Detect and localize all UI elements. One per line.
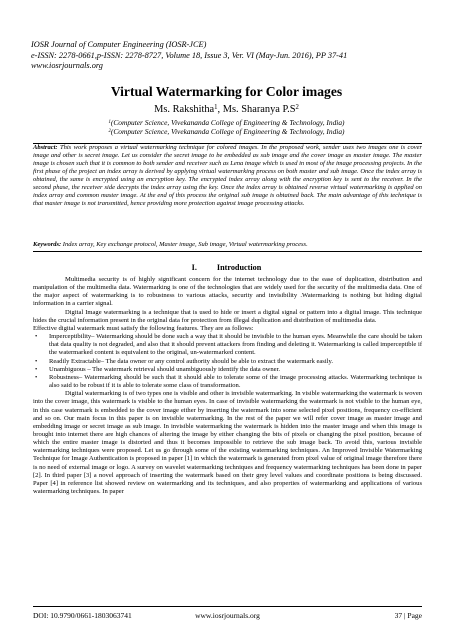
paragraph: Digital Image watermarking is a technique that is used to hide or insert a digital signal or pattern into a digital image. This technique hides the crucial information present in the original data for protection from illegal duplication and distribution of multimedia data. <box>33 308 422 324</box>
author-separator: , <box>217 104 223 115</box>
feature-list <box>33 333 422 390</box>
list-item <box>33 366 422 374</box>
abstract-label: Abstract: <box>33 144 58 151</box>
section-number: I. <box>191 263 197 272</box>
paragraph: Effective digital watermark must satisfy the following features. They are as follows: <box>33 324 254 332</box>
list-item-text: Robustness– Watermarking should be such that it should able to tolerate some of the image processing attacks. Watermarking technique is also said to be robust if it is able to tolerate some class of transformation. <box>49 373 422 390</box>
paragraph: Digital watermarking is of two types one is visible and other is invisible watermarking. In visible watermarking the watermark is woven into the cover image, this watermark is visible to the human eyes. In case of invisible watermarking the watermark is not visible to the human eye, in this case watermark is embedded to the cover image either by inserting the watermark into some selected pixel positions, frequency co-efficient and so on. Our main focus in this paper is on invisible watermarking. In the rest of the paper we will refer cover image as master image and embedding image or secret image as sub image. In invisible watermarking the watermark is hidden into the master image and when this image is brought into internet there are high chances of altering the image by either changing the bits of pixels or changing the pixel position, because of which the entire master image is distorted and thus it becomes impossible to retrieve the sub image back. To avoid this, various invisible watermarking techniques were proposed. Let us go through some of the existing watermarking techniques. An Improved Invisible Watermarking Technique for Image Authentication is proposed in paper [1] in which the watermark is generated from pixel value of original image therefore there is no need of external image or logo. A survey on wavelet watermarking techniques and frequency watermarking techniques has been done in paper [2]. In third paper [3] a novel approach of inserting the watermark based on their grey level values and coordinate positions is being discussed. Paper [4] in reference list showed review on watermarking and its techniques, and also properties of watermarking and applications of various watermarking techniques. In paper <box>33 390 422 496</box>
abstract-text: This work proposes a virtual watermarking technique for colored images. In the proposed work, sender uses two images one is cover image and other is secret image. Let us consider the secret image to be embedded as sub image and the cover image as master image. The master image is chosen such that it is common to both sender and receiver such as Lena image which is used in most of the image processing projects. In the first phase of the project an index array is derived by applying virtual watermarking process on both master and sub image. Once the index array is obtained, the same is encrypted using an encryption key. The encrypted index array along with the encryption key is sent to the receiver. In the second phase, the receiver side decrypts the index array using the key. Once the index array is obtained reverse virtual watermarking is applied on index array and common master image. At the end of this process the original sub image is obtained back. The main advantage of this technique is that master image is not transmitted, hence providing more protection against image processing attacks. <box>33 144 422 208</box>
affiliation <box>0 118 453 127</box>
bullet-icon: • <box>35 357 38 365</box>
bullet-icon: • <box>35 333 38 341</box>
page-number: 37 | Page <box>394 611 422 620</box>
list-item <box>33 333 422 357</box>
section-heading <box>0 263 453 273</box>
keywords-label: Keywords: <box>33 241 62 248</box>
list-item-text: Readily Extractable– The data owner or any control authority should be able to extract the watermark easily. <box>49 357 333 365</box>
footer-doi: DOI: 10.9790/0661-1803063741 <box>33 611 132 620</box>
paper-title: Virtual Watermarking for Color images <box>110 84 343 99</box>
body-text <box>33 276 422 496</box>
author-affil-mark: 2 <box>295 103 299 111</box>
affil-text: (Computer Science, Vivekananda College of Engineering & Technology, India) <box>110 127 345 137</box>
author-line <box>0 104 453 116</box>
footer-website: www.iosrjournals.org <box>195 611 260 620</box>
affiliation <box>0 127 453 136</box>
affil-text: (Computer Science, Vivekananda College of Engineering & Technology, India) <box>110 118 345 127</box>
list-item <box>33 374 422 390</box>
bullet-icon: • <box>35 373 38 381</box>
journal-issn: e-ISSN: 2278-0661,p-ISSN: 2278-8727, Volume 18, Issue 3, Ver. VI (May-Jun. 2016), PP 37-41 <box>31 50 348 60</box>
abstract <box>33 144 422 208</box>
footer-divider <box>33 606 422 607</box>
list-item <box>33 358 422 366</box>
author-name: Ms. Rakshitha <box>154 104 215 115</box>
affil-mark: 1 <box>108 119 111 125</box>
bullet-icon: • <box>35 365 38 373</box>
affil-mark: 2 <box>108 129 111 135</box>
paragraph: Multimedia security is of highly significant concern for the internet technology due to the ease of duplication, distribution and manipulation of the multimedia data. Watermarking is one of the technologies that are widely used for the security of the multimedia data. One of the major aspect of watermarking is to robustness to various attacks, security and invisibility .Watermarking is nothing but hiding digital information in a carrier signal. <box>33 276 422 308</box>
journal-header <box>31 40 431 72</box>
keywords <box>33 241 422 249</box>
journal-name: IOSR Journal of Computer Engineering (IOSR-JCE) <box>31 40 207 49</box>
affiliations <box>0 118 453 137</box>
journal-website: www.iosrjournals.org <box>31 61 103 71</box>
author-name: Ms. Sharanya P.S <box>222 104 296 115</box>
list-item-text: Imperceptibility– Watermarking should be done such a way that it should be invisible to the human eyes. Meanwhile the care should be taken that data quality is not degraded, and also that it should prevent attackers from finding and deleting it. Watermarking is called imperceptible if the watermarked content is equivalent to the original, un-watermarked content. <box>49 333 422 357</box>
keywords-text: Index array, Key exchange protocol, Master image, Sub image, Virtual watermarking process. <box>62 241 308 248</box>
list-item-text: Unambiguous – The watermark retrieval should unambiguously identify the data owner. <box>49 365 280 373</box>
section-title: Introduction <box>216 263 262 272</box>
page-footer <box>33 611 422 623</box>
author-affil-mark: 1 <box>214 103 218 111</box>
